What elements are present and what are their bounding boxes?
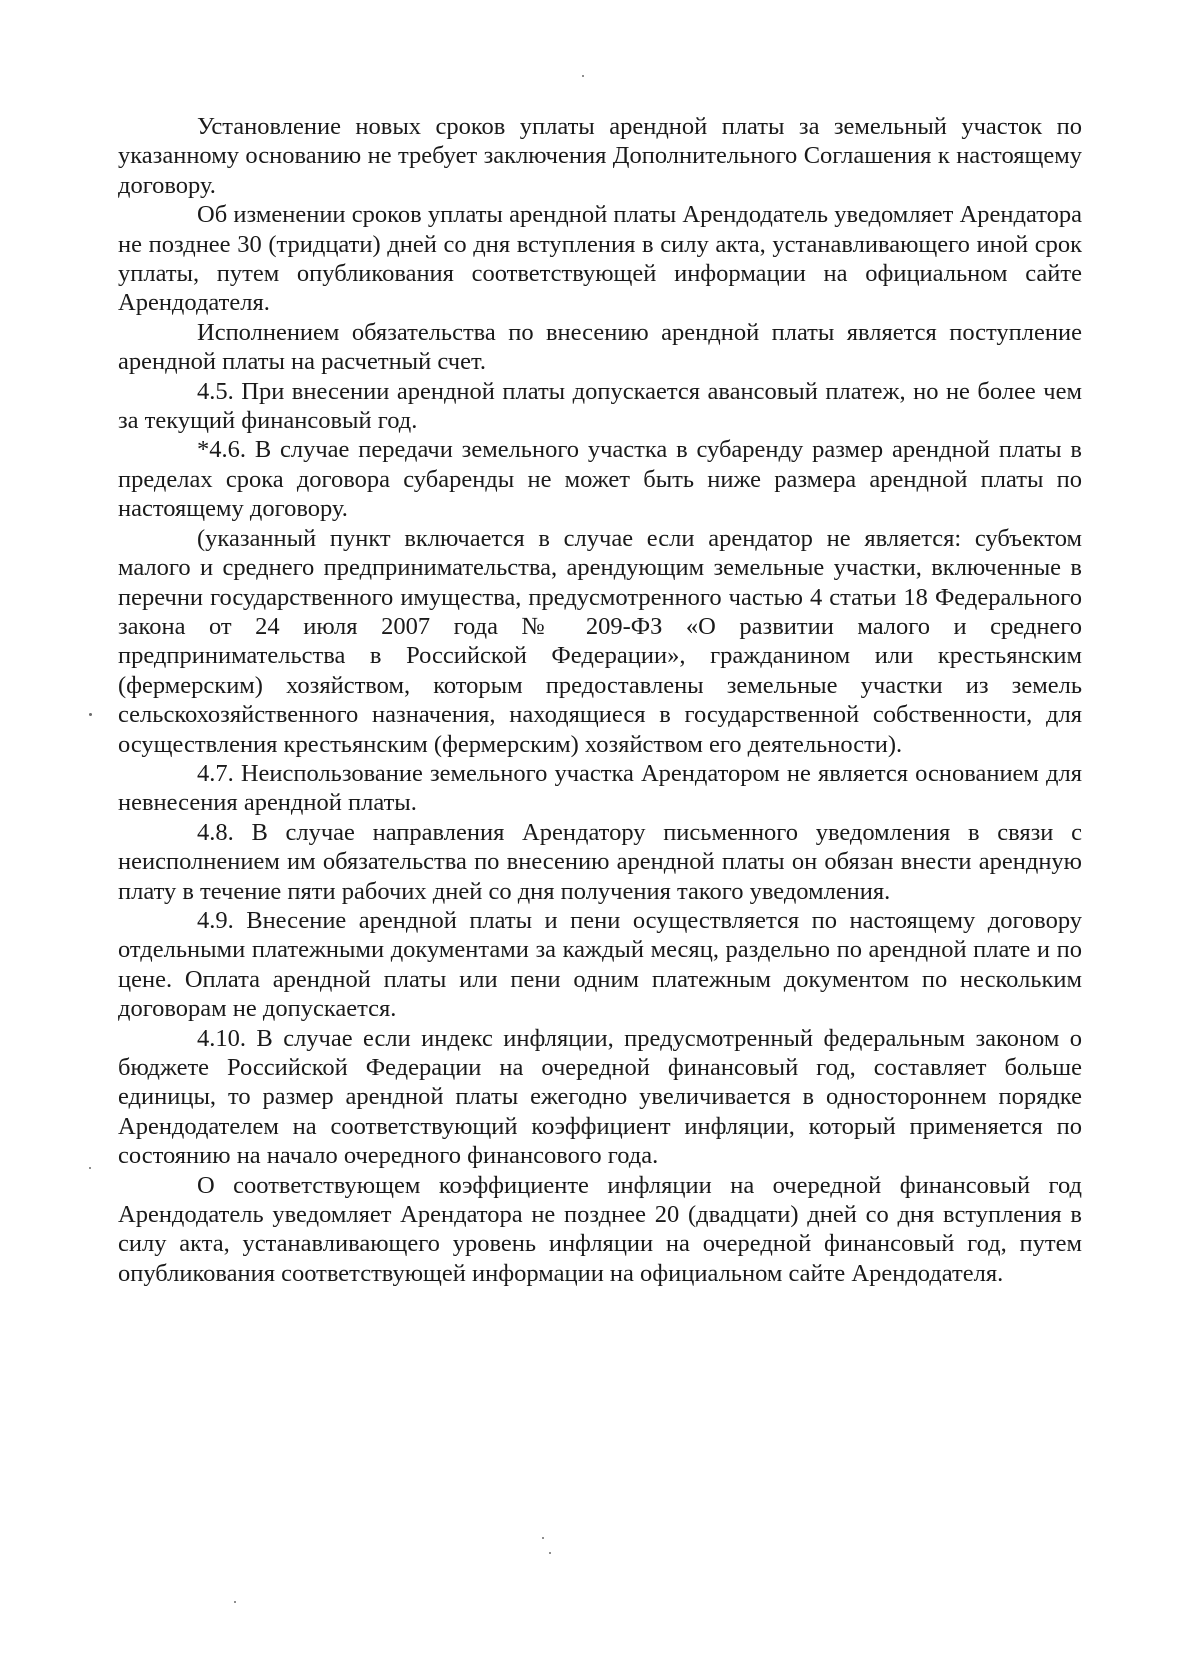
paragraph-clause-4-9: 4.9. Внесение арендной платы и пени осуществляется по настоящему договору отдельными платежными документами за каждый месяц, раздельно по арендной плате и по цене. Оплата арендной платы или пени одним платежным документом по нескольким договорам не допускается.: [118, 906, 1082, 1023]
scan-speck: [89, 1167, 91, 1169]
scan-speck: [234, 1601, 236, 1603]
paragraph-clause-4-5: 4.5. При внесении арендной платы допускается авансовый платеж, но не более чем за текущий финансовый год.: [118, 377, 1082, 435]
paragraph-clause-4-10: 4.10. В случае если индекс инфляции, предусмотренный федеральным законом о бюджете Российской Федерации на очередной финансовый год, составляет больше единицы, то размер арендной платы ежегодно увеличивается в одностороннем порядке Арендодателем на соответствующий коэффициент инфляции, который применяется по состоянию на начало очередного финансового года.: [118, 1024, 1082, 1170]
paragraph-clause-4-6-note: (указанный пункт включается в случае если арендатор не является: субъектом малого и среднего предпринимательства, арендующим земельные участки, включенные в перечни государственного имущества, предусмотренного частью 4 статьи 18 Федерального закона от 24 июля 2007 года № 209-ФЗ «О развитии малого и среднего предпринимательства в Российской Федерации», гражданином или крестьянским (фермерским) хозяйством, которым предоставлены земельные участки из земель сельскохозяйственного назначения, находящиеся в государственной собственности, для осуществления крестьянским (фермерским) хозяйством его деятельности).: [118, 524, 1082, 758]
scan-speck: [582, 75, 584, 77]
scan-speck: [549, 1552, 551, 1554]
scan-speck: [542, 1537, 544, 1539]
paragraph-clause-4-8: 4.8. В случае направления Арендатору письменного уведомления в связи с неисполнением им обязательства по внесению арендной платы он обязан внести арендную плату в течение пяти рабочих дней со дня получения такого уведомления.: [118, 818, 1082, 905]
paragraph-rent-terms-no-agreement: Установление новых сроков уплаты арендной платы за земельный участок по указанному основанию не требует заключения Дополнительного Соглашения к настоящему договору.: [118, 113, 1082, 199]
paragraph-obligation-fulfillment: Исполнением обязательства по внесению арендной платы является поступление арендной платы на расчетный счет.: [118, 318, 1082, 376]
paragraph-inflation-notification: О соответствующем коэффициенте инфляции на очередной финансовый год Арендодатель уведомляет Арендатора не позднее 20 (двадцати) дней со дня вступления в силу акта, устанавливающего уровень инфляции на очередной финансовый год, путем опубликования соответствующей информации на официальном сайте Арендодателя.: [118, 1171, 1082, 1287]
paragraph-rent-terms-notification: Об изменении сроков уплаты арендной платы Арендодатель уведомляет Арендатора не позднее 30 (тридцати) дней со дня вступления в силу акта, устанавливающего иной срок уплаты, путем опубликования соответствующей информации на официальном сайте Арендодателя.: [118, 201, 1082, 317]
paragraph-clause-4-6: *4.6. В случае передачи земельного участка в субаренду размер арендной платы в пределах срока договора субаренды не может быть ниже размера арендной платы по настоящему договору.: [118, 436, 1082, 523]
paragraph-clause-4-7: 4.7. Неиспользование земельного участка Арендатором не является основанием для невнесения арендной платы.: [118, 759, 1082, 817]
scan-speck: [89, 713, 92, 716]
document-body: [118, 112, 1082, 1288]
